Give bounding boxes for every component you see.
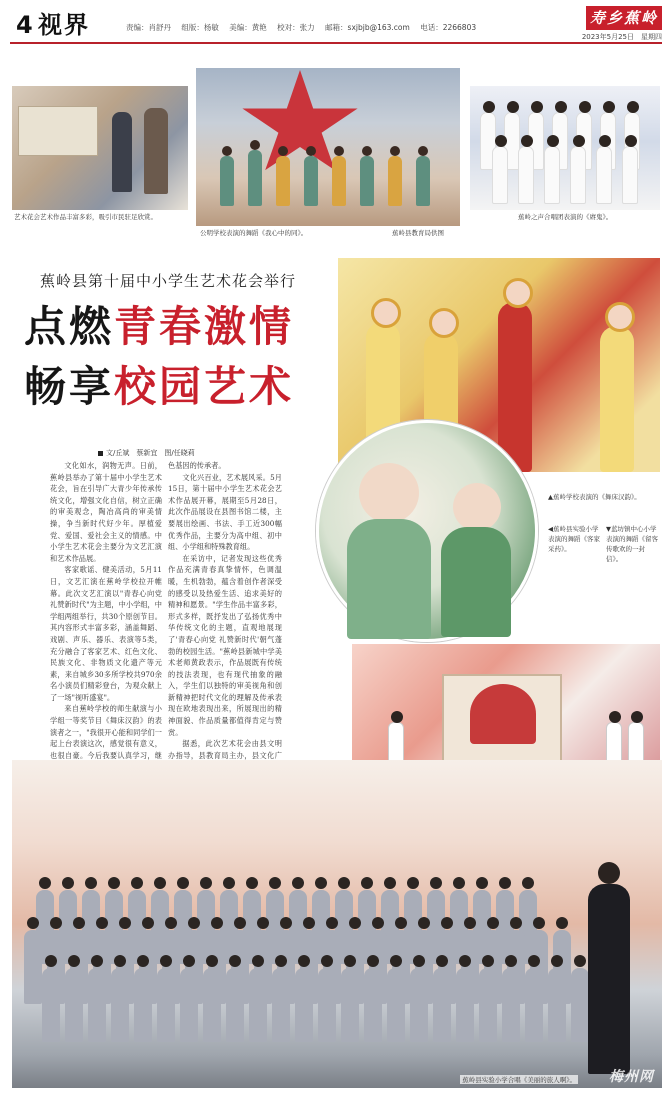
chorister-figure bbox=[479, 968, 497, 1042]
caption-photo-credit: 蕉岭县教育局供图 bbox=[392, 229, 444, 237]
chorister-figure bbox=[456, 968, 474, 1042]
section-title: 视界 bbox=[38, 11, 90, 39]
paragraph: 来自蕉岭学校的师生献演与小学组一等奖节目《舞床汉韵》的表演者之一，"我很开心能和同学们一起上台表演这次，感觉很有意义，也很自豪。今后我要认真学习，继 bbox=[50, 704, 162, 760]
chorister-figure bbox=[134, 968, 152, 1042]
caption-photo4: ▲蕉岭学校表演的《舞床汉韵》。 bbox=[548, 493, 641, 501]
headline2-red: 校园艺术 bbox=[114, 362, 295, 411]
photo-dance-stage bbox=[196, 68, 460, 226]
paragraph: 客家歌谣、健美活动，5月11日，文艺汇演在蕉岭学校拉开帷幕。此次文艺汇演以"青春心向党 礼赞新时代"为主题，中小学组，中学组两组举行，共30个原创节目。其内容形式丰富多彩，涵盖舞蹈、戏剧、声乐、器乐、表演等5类，充分融合了客家艺术、红色文化、民族文化、非物质文化遗产等元素，来自城乡30多所学校共970余名小演员们精彩登台，为观众献上了一场"视听盛宴"。 bbox=[50, 565, 162, 702]
chorister-figure bbox=[180, 968, 198, 1042]
conductor-figure bbox=[588, 884, 630, 1074]
paragraph: 色基因的传承者。 bbox=[168, 461, 226, 470]
site-watermark: 梅州网 bbox=[609, 1069, 654, 1085]
chorister-figure bbox=[203, 968, 221, 1042]
masthead bbox=[10, 8, 662, 44]
photo-choir-girls bbox=[470, 86, 660, 210]
caption-photo1: 艺术花会艺术作品丰富多彩，吸引市民驻足欣赏。 bbox=[14, 213, 157, 221]
photo-art-exhibition bbox=[12, 86, 188, 210]
chorister-figure bbox=[548, 968, 566, 1042]
chorister-figure bbox=[433, 968, 451, 1042]
chorister-figure bbox=[157, 968, 175, 1042]
photo-school-choir bbox=[12, 760, 662, 1088]
headline-line2 bbox=[24, 362, 294, 412]
chorister-figure bbox=[571, 968, 589, 1042]
caption-side-left: ◀蕉岭县实验小学表演的舞蹈《客家采药》。 bbox=[548, 525, 600, 553]
chorister-figure bbox=[318, 968, 336, 1042]
chorister-figure bbox=[502, 968, 520, 1042]
credit-layout: 组版：杨敏 bbox=[181, 23, 219, 32]
chorister-figure bbox=[525, 968, 543, 1042]
chorister-figure bbox=[249, 968, 267, 1042]
headline-line1 bbox=[24, 302, 294, 352]
headline2-black: 畅享 bbox=[24, 362, 115, 411]
article-kicker: 蕉岭县第十届中小学生艺术花会举行 bbox=[40, 272, 297, 290]
caption-photo3: 蕉岭之声合唱团表演的《赓鬼》。 bbox=[518, 213, 613, 221]
paragraph: 文化兴百业，艺术展风采。5月15日，第十届中小学生艺术花会艺术作品展开幕，展期至5月28日，此次作品展设在县图书馆二楼，主要展出绘画、书法、手工近300幅优秀作品，主要分为高中组、初中组、小学组和特殊教育组。 bbox=[168, 472, 282, 552]
paragraph: 据悉，此次艺术花会由县文明办指导，县教育局主办，县文化广 bbox=[168, 739, 282, 760]
dateline: 2023年5月25日 星期四 bbox=[581, 33, 662, 41]
chorister-figure bbox=[24, 930, 42, 1004]
chorister-figure bbox=[341, 968, 359, 1042]
byline: 文/丘斌 蔡新宜 图/任晓莉 bbox=[98, 448, 195, 458]
credit-art: 美编：黄艳 bbox=[229, 23, 267, 32]
credit-proof: 校对：张力 bbox=[277, 23, 315, 32]
chorister-figure bbox=[111, 968, 129, 1042]
caption-photo2: 公明学校表演的舞蹈《我心中的同》。 bbox=[200, 229, 308, 237]
caption-photo7: 蕉岭县实验小学合唱《美丽的旅人啊》。 bbox=[462, 1076, 576, 1084]
chorister-figure bbox=[364, 968, 382, 1042]
chorister-figure bbox=[88, 968, 106, 1042]
chorister-figure bbox=[295, 968, 313, 1042]
chorister-figure bbox=[42, 968, 60, 1042]
chorister-figure bbox=[410, 968, 428, 1042]
newspaper-logo: 寿乡蕉岭 bbox=[586, 6, 662, 30]
paragraph: 文化如水，润物无声。日前，蕉岭县举办了第十届中小学生艺术花会，旨在引导广大青少年传承传统文化，增强文化自信，树立正确的审美观念，陶冶高尚的审美情操，争当新时代好少年。厚植爱党、爱国、爱社会主义的情感。中小学生艺术花会主要分为文艺汇演和艺术作品展。 bbox=[50, 461, 162, 563]
caption-side-right: ▼蓝坊镇中心小学表演的舞蹈《留客传歌欢的一封信》。 bbox=[606, 525, 658, 563]
photo-circle-dancers bbox=[316, 420, 538, 642]
credits-line bbox=[126, 22, 484, 33]
chorister-figure bbox=[226, 968, 244, 1042]
page-number: 4 bbox=[16, 11, 33, 39]
headline1-black: 点燃 bbox=[24, 302, 115, 351]
headline1-red: 青春激情 bbox=[114, 302, 295, 351]
portrait-image bbox=[470, 684, 536, 744]
credit-phone: 电话：2266803 bbox=[420, 23, 477, 32]
paragraph: 在采访中，记者发现这些优秀作品充满青春真挚情怀，色调温暖，生机勃勃，蕴含着创作者深受的感受以及热爱生活、追求美好的精神和愿景。"学生作品丰富多彩，形式多样，既抒发出了弘扬优秀中华传统文化的主题，直观地展现了'青春心向党 礼赞新时代'朝气蓬勃的校园生活。"蕉岭县新城中学美术老师黄政表示，作品展既有传统的技法表现，也有现代抽象的融入，学生们以独特的审美视角和创新精神把时代文化的理解及传承表现在欧地表现出来，所展现出的精神面貌、作品质量都值得肯定与赞赏。 bbox=[168, 553, 282, 737]
chorister-figure bbox=[387, 968, 405, 1042]
chorister-figure bbox=[272, 968, 290, 1042]
credit-editor: 责编：肖舒丹 bbox=[126, 23, 171, 32]
chorister-figure bbox=[65, 968, 83, 1042]
credit-email: 邮箱：sxjbjb@163.com bbox=[325, 23, 410, 32]
